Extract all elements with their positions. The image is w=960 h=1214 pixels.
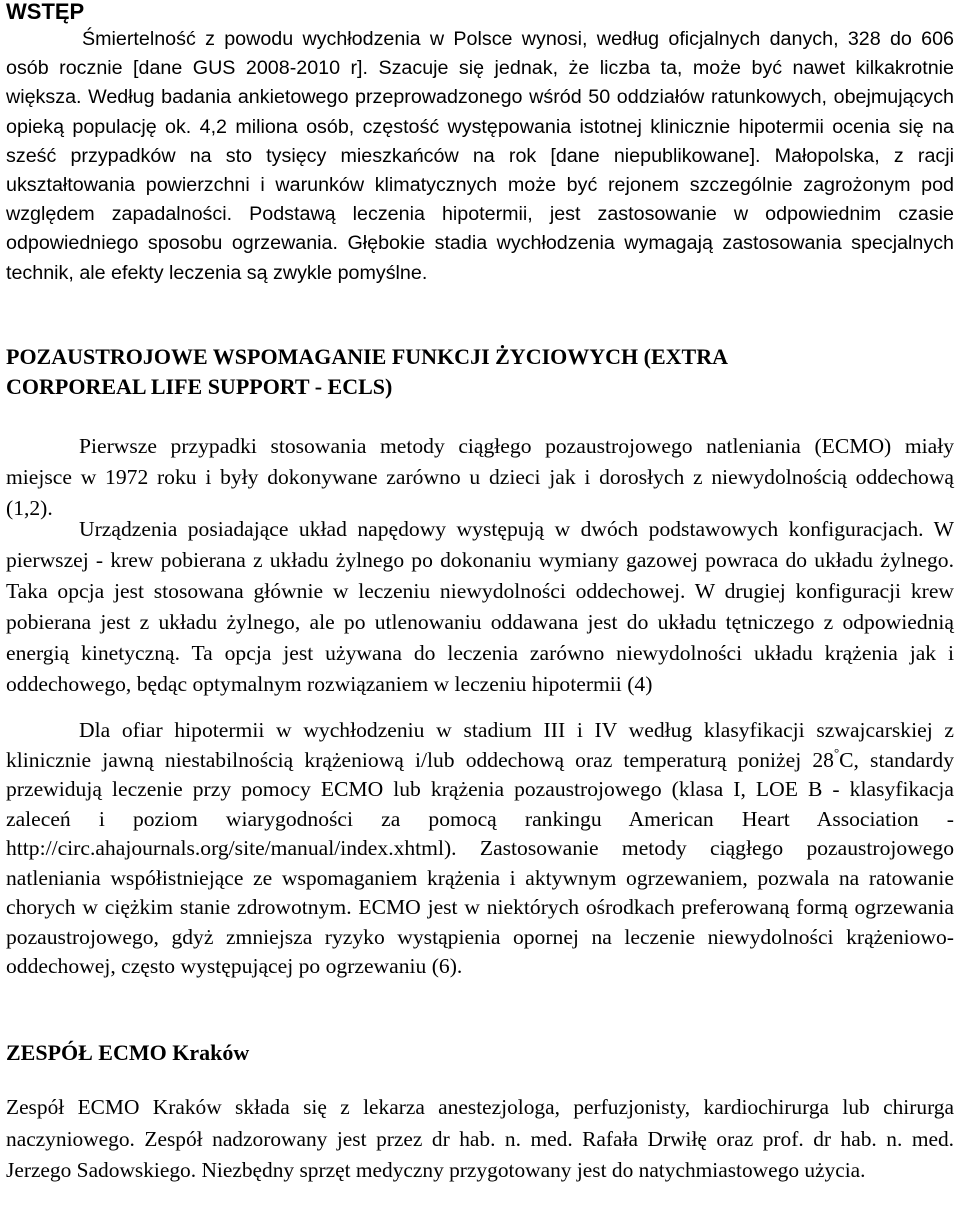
paragraph-ecls-3-part2: C, standardy przewidują leczenie przy pomocy ECMO lub krążenia pozaustrojowego (klasa I, LOE B - klasyfikacja zaleceń i poziom wiarygodności za pomocą rankingu American Heart Association - http://circ.ahajournals.org/site/manual/index.xhtml). Zastosowanie metody ciągłego pozaustrojowego natleniania współistniejące ze wspomaganiem krążenia i aktywnym ogrzewaniem, pozwala na ratowanie chorych w ciężkim stanie zdrowotnym. ECMO jest w niektórych ośrodkach preferowaną formą ogrzewania pozaustrojowego, gdyż zmniejsza ryzyko wystąpienia opornej na leczenie niewydolności krążeniowo-oddechowej, często występującej po ogrzewaniu (6).: [6, 747, 955, 978]
section-heading-wstep: WSTĘP: [6, 0, 85, 24]
section-heading-ecls-line1: POZAUSTROJOWE WSPOMAGANIE FUNKCJI ŻYCIOWYCH (EXTRA: [6, 344, 728, 369]
section-heading-ecls-line2: CORPOREAL LIFE SUPPORT - ECLS): [6, 374, 393, 399]
paragraph-zespol: Zespół ECMO Kraków składa się z lekarza anestezjologa, perfuzjonisty, kardiochirurga lub chirurga naczyniowego. Zespół nadzorowany jest przez dr hab. n. med. Rafała Drwiłę oraz prof. dr hab. n. med. Jerzego Sadowskiego. Niezbędny sprzęt medyczny przygotowany jest do natychmiastowego użycia.: [6, 1095, 954, 1183]
paragraph-ecls-3: [6, 716, 954, 982]
section-heading-zespol: ZESPÓŁ ECMO Kraków: [6, 1040, 250, 1065]
paragraph-ecls-2: Urządzenia posiadające układ napędowy występują w dwóch podstawowych konfiguracjach. W pierwszej - krew pobierana z układu żylnego po dokonaniu wymiany gazowej powraca do układu żylnego. Taka opcja jest stosowana głównie w leczeniu niewydolności oddechowej. W drugiej konfiguracji krew pobierana jest z układu żylnego, ale po utlenowaniu oddawana jest do układu tętniczego z odpowiednią energią kinetyczną. Ta opcja jest używana do leczenia zarówno niewydolności układu krążenia jak i oddechowego, będąc optymalnym rozwiązaniem w leczeniu hipotermii (4): [6, 517, 954, 696]
section-heading-ecls: [6, 342, 954, 402]
degree-symbol: °: [833, 744, 840, 760]
paragraph-ecls-3-part1: Dla ofiar hipotermii w wychłodzeniu w stadium III i IV według klasyfikacji szwajcarskiej z klinicznie jawną niestabilnością krążeniową i/lub oddechową oraz temperaturą poniżej 28: [6, 718, 954, 772]
paragraph-ecls-1: Pierwsze przypadki stosowania metody ciągłego pozaustrojowego natleniania (ECMO) miały miejsce w 1972 roku i były dokonywane zarówno u dzieci jak i dorosłych z niewydolnością oddechową (1,2).: [6, 434, 954, 520]
paragraph-wstep: Śmiertelność z powodu wychłodzenia w Polsce wynosi, według oficjalnych danych, 328 do 606 osób rocznie [dane GUS 2008-2010 r]. Szacuje się jednak, że liczba ta, może być nawet kilkakrotnie większa. Według badania ankietowego przeprowadzonego wśród 50 oddziałów ratunkowych, obejmujących opieką populację ok. 4,2 miliona osób, częstość występowania istotnej klinicznie hipotermii ocenia się na sześć przypadków na sto tysięcy mieszkańców na rok [dane niepublikowane]. Małopolska, z racji ukształtowania powierzchni i warunków klimatycznych może być rejonem szczególnie zagrożonym pod względem zapadalności. Podstawą leczenia hipotermii, jest zastosowanie w odpowiednim czasie odpowiedniego sposobu ogrzewania. Głębokie stadia wychłodzenia wymagają zastosowania specjalnych technik, ale efekty leczenia są zwykle pomyślne.: [6, 28, 954, 284]
